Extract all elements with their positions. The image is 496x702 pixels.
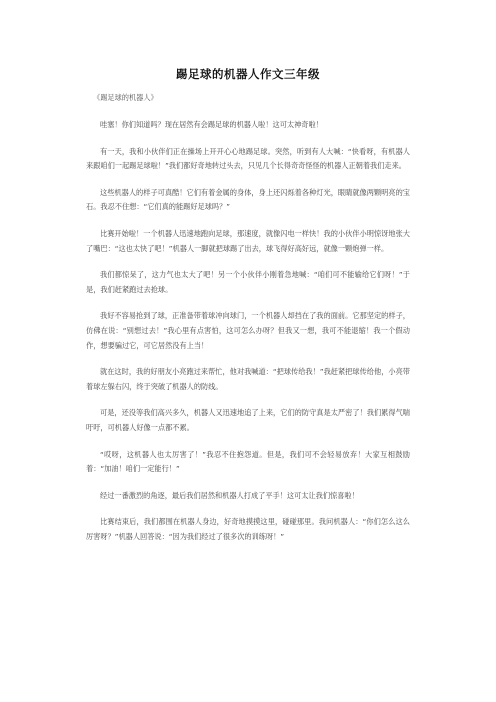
- paragraph-9: “哎呀，这机器人也太厉害了！”我忍不住抱怨道。但是，我们可不会轻易放弃！大家互相鼓励着：“加油！咱们一定能行！”: [86, 449, 410, 474]
- paragraph-8: 可是，还没等我们高兴多久，机器人又迅速地追了上来，它们的防守真是太严密了！我们累得气喘吁吁，可机器人好像一点都不累。: [86, 408, 410, 432]
- paragraph-4: 比赛开始啦！一个机器人迅速地跑向足球，那速度，就像闪电一样快！我的小伙伴小明惊讶地张大了嘴巴：“这也太快了吧！”机器人一脚就把球踢了出去，球飞得好高好远，就像一颗炮弹一样。: [86, 228, 410, 253]
- document-subtitle: 《踢足球的机器人》: [93, 93, 158, 102]
- paragraph-3: 这些机器人的样子可真酷！它们有着金属的身体，身上还闪烁着各种灯光，眼睛就像两颗明亮的宝石。我忍不住想：“它们真的能踢好足球吗？”: [86, 187, 410, 212]
- document-title: 踢足球的机器人作文三年级: [176, 67, 320, 81]
- paragraph-11: 比赛结束后，我们都围在机器人身边，好奇地摸摸这里，碰碰那里。我问机器人：“你们怎么这么厉害呀？”机器人回答说：“因为我们经过了很多次的训练呀！”: [86, 517, 410, 541]
- paragraph-10: 经过一番激烈的角逐，最后我们居然和机器人打成了平手！这可太让我们惊喜啦！: [100, 490, 359, 500]
- paragraph-1: 哇塞！你们知道吗？现在居然有会踢足球的机器人啦！这可太神奇啦！: [100, 120, 323, 129]
- paragraph-5: 我们都惊呆了，这力气也太大了吧！另一个小伙伴小刚着急地喊：“咱们可不能输给它们呀！”于是，我们赶紧跑过去抢球。: [86, 270, 410, 294]
- paragraph-2: 有一天，我和小伙伴们正在操场上开开心心地踢足球。突然，听到有人大喊：“快看呀，有机器人来跟咱们一起踢足球啦！”我们都好奇地转过头去，只见几个长得奇奇怪怪的机器人正朝着我们走来。: [86, 146, 410, 171]
- paragraph-7: 就在这时，我的好朋友小亮跑过来帮忙，他对我喊道：“把球传给我！”我赶紧把球传给他，小亮带着球左躲右闪，终于突破了机器人的防线。: [86, 367, 410, 391]
- paragraph-6: 我好不容易抢到了球，正准备带着球冲向球门，一个机器人却挡在了我的面前。它那坚定的样子，仿佛在说：“别想过去！”我心里有点害怕，这可怎么办呀？但我又一想，我可不能退缩！我一个假动作，想要骗过它，可它居然没有上当！: [86, 311, 410, 350]
